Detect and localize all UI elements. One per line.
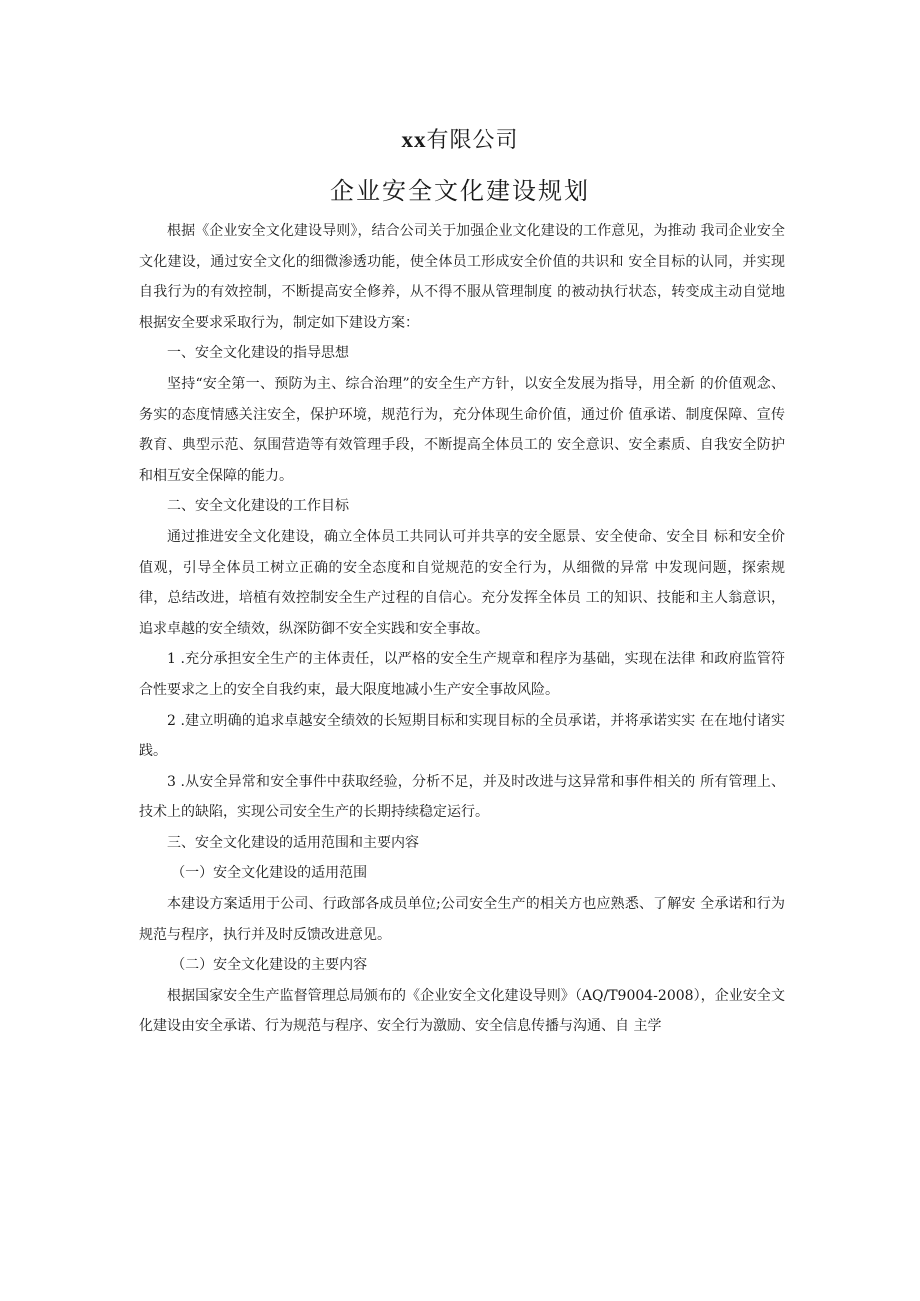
numbered-item-2: 2 .建立明确的追求卓越安全绩效的长短期目标和实现目标的全员承诺，并将承诺实实 在在地付诸实践。 [139, 712, 785, 760]
document-title: 企业安全文化建设规划 [330, 177, 590, 205]
section-heading-work-goals: 二、安全文化建设的工作目标 [167, 498, 349, 515]
subsection-heading-scope: （一）安全文化建设的适用范围 [171, 865, 368, 882]
company-name [0, 124, 920, 157]
intro-paragraph: 根据《企业安全文化建设导则》，结合公司关于加强企业文化建设的工作意见，为推动 我司企业安全文化建设，通过安全文化的细微渗透功能，使全体员工形成安全价值的共识和 安全目标的认同，并实现自我行为的有效控制，不断提高安全修养，从不得不服从管理制度 的被动执行状态，转变成主动自觉地根据安全要求采取行为，制定如下建设方案： [139, 223, 785, 331]
company-suffix: 有限公司 [426, 128, 519, 153]
numbered-item-1: 1 .充分承担安全生产的主体责任，以严格的安全生产规章和程序为基础，实现在法律 和政府监管符合性要求之上的安全自我约束，最大限度地减小生产安全事故风险。 [139, 651, 785, 698]
subsection-heading-main-content: （二）安全文化建设的主要内容 [171, 957, 368, 974]
section-heading-guiding-ideology: 一、安全文化建设的指导思想 [167, 345, 349, 362]
company-prefix: xx [401, 127, 427, 152]
numbered-item-3: 3 .从安全异常和安全事件中获取经验，分析不足，并及时改进与这异常和事件相关的 所有管理上、技术上的缺陷，实现公司安全生产的长期持续稳定运行。 [139, 773, 785, 821]
section-heading-scope-and-content: 三、安全文化建设的适用范围和主要内容 [167, 834, 419, 851]
subsection-text-main-content: 根据国家安全生产监督管理总局颁布的《企业安全文化建设导则》（AQ/T9004-2008），企业安全文化建设由安全承诺、行为规范与程序、安全行为激励、安全信息传播与沟通、自 主学 [139, 987, 785, 1035]
section-text-guiding-ideology: 坚持“安全第一、预防为主、综合治理”的安全生产方针，以安全发展为指导，用全新 的价值观念、务实的态度情感关注安全，保护环境，规范行为，充分体现生命价值，通过价 值承诺、制度保障、宣传教育、典型示范、氛围营造等有效管理手段，不断提高全体员工的 安全意识、安全素质、自我安全防护和相互安全保障的能力。 [139, 375, 785, 484]
document-body [139, 216, 785, 1042]
section-text-work-goals: 通过推进安全文化建设，确立全体员工共同认可并共享的安全愿景、安全使命、安全目 标和安全价值观，引导全体员工树立正确的安全态度和自觉规范的安全行为，从细微的异常 中发现问题，探索规律，总结改进，培植有效控制安全生产过程的自信心。充分发挥全体员 工的知识、技能和主人翁意识，追求卓越的安全绩效，纵深防御不安全实践和安全事故。 [139, 528, 785, 637]
subsection-text-scope: 本建设方案适用于公司、行政部各成员单位;公司安全生产的相关方也应熟悉、了解安 全承诺和行为规范与程序，执行并及时反馈改进意见。 [139, 896, 785, 943]
